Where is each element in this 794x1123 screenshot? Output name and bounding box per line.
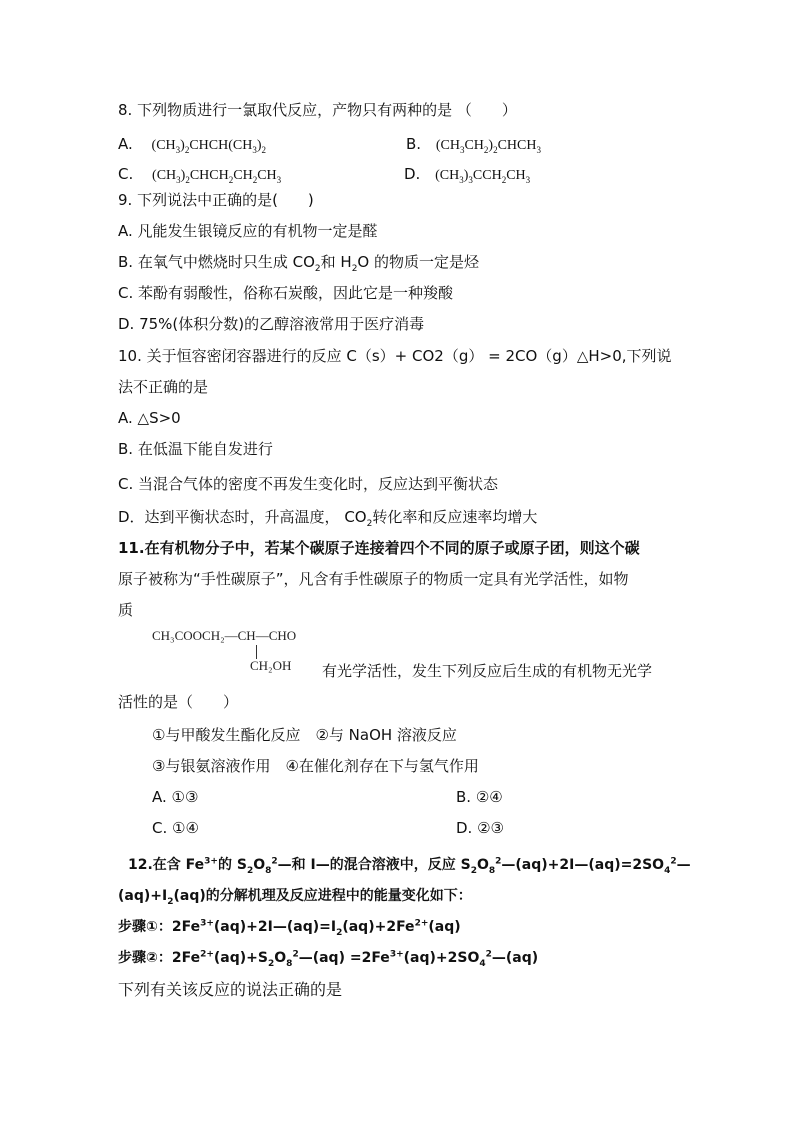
q12-line1-a: 12.在含 Fe <box>128 857 205 873</box>
q9-option-d: D. 75%(体积分数)的乙醇溶液常用于医疗消毒 <box>118 315 425 333</box>
q8-option-a-letter: A. <box>118 135 133 153</box>
q12-line2-b: (aq)的分解机理及反应进程中的能量变化如下： <box>173 888 472 904</box>
q8-option-b-letter: B. <box>406 135 422 153</box>
q11-line2: 原子被称为“手性碳原子”，凡含有手性碳原子的物质一定具有光学活性，如物 <box>118 570 629 588</box>
q10-stem-line1: 10. 关于恒容密闭容器进行的反应 C（s）+ CO2（g） = 2CO（g）△H>0,下列说 <box>118 347 672 365</box>
q12-line1-d: —和 I—的混合溶液中，反应 S <box>277 857 471 873</box>
q12-step2-sup-charge: 2 <box>292 949 299 960</box>
q12-step2-sub-s2: 2 <box>268 958 275 969</box>
q11-option-a: A. ①③ <box>152 788 199 806</box>
q12-step1-b: (aq)+2I—(aq)=I <box>213 919 337 935</box>
q10-option-d: D．达到平衡状态时，升高温度， $CO_2$转化率和反应速率均增大 <box>118 508 538 529</box>
q10-option-c: C. 当混合气体的密度不再发生变化时，反应达到平衡状态 <box>118 475 499 493</box>
q9-option-b-pre: B. 在氧气中燃烧时只生成 CO <box>118 253 315 271</box>
q12-step2-a: 步骤②：2Fe <box>118 950 201 966</box>
q11-option-c: C. ①④ <box>152 819 199 837</box>
q11-option-b: B. ②④ <box>456 788 503 806</box>
q12-step2-c: O <box>274 950 287 966</box>
q8-option-b-formula: $(CH_3CH_2)_2CHCH_3$ <box>435 138 541 155</box>
q12-sub-s2b: 2 <box>470 865 477 876</box>
q12-step2-sub-o8: 8 <box>286 958 293 969</box>
q12-step1-a: 步骤①：2Fe <box>118 919 201 935</box>
q12-sub-o8: 8 <box>265 865 272 876</box>
q11-choices-line2: ③与银氨溶液作用 ④在催化剂存在下与氢气作用 <box>152 757 479 775</box>
q12-sup-fe3: 3+ <box>204 856 218 867</box>
q11-line5: 活性的是（ ） <box>118 693 239 711</box>
q9-option-c: C. 苯酚有弱酸性，俗称石炭酸，因此它是一种羧酸 <box>118 284 454 302</box>
q9-option-b: B. 在氧气中燃烧时只生成 $CO_2$和 $H_2O$ 的物质一定是烃 <box>118 253 479 274</box>
q10-stem-line2: 法不正确的是 <box>118 378 209 396</box>
q12-sub-o8b: 8 <box>488 865 496 876</box>
q12-step2-sup-fe2: 2+ <box>200 949 214 960</box>
q12-step2 <box>118 948 538 968</box>
q12-line1-c: O <box>253 857 266 873</box>
q12-line2 <box>118 886 472 906</box>
structural-formula-bond <box>256 645 257 659</box>
q12-step1-sup-fe3: 3+ <box>200 918 214 929</box>
q10-option-d-post: 转化率和反应速率均增大 <box>372 508 538 526</box>
q8-option-a-formula: $(CH_3)_2CHCH(CH_3)_2$ <box>151 138 267 155</box>
q8-option-d <box>404 164 530 186</box>
q12-line2-a: (aq)+I <box>118 888 168 904</box>
q9-option-b-mid: 和 H <box>320 253 352 271</box>
q12-line1-b: 的 S <box>217 857 247 873</box>
q10-option-b: B. 在低温下能自发进行 <box>118 440 273 458</box>
q8-option-a <box>118 134 266 156</box>
q8-stem: 8. 下列物质进行一氯取代反应，产物只有两种的是 （ ） <box>118 101 517 119</box>
q8-option-c-formula: $(CH_3)_2CHCH_2CH_2CH_3$ <box>152 168 282 185</box>
q12-sub-i2: 2 <box>167 896 174 907</box>
q12-step2-f: —(aq) <box>491 950 539 966</box>
q11-choices-line1: ①与甲酸发生酯化反应 ②与 NaOH 溶液反应 <box>152 726 457 744</box>
q11-line1: 11.在有机物分子中，若某个碳原子连接着四个不同的原子或原子团，则这个碳 <box>118 539 640 557</box>
q12-step1-sub-i2: 2 <box>336 927 343 938</box>
structural-formula-main-chain: CH₃COOCH₂—CH—CHO <box>152 628 297 643</box>
q12-sup-charge: 2 <box>271 856 278 867</box>
q12-last-line: 下列有关该反应的说法正确的是 <box>118 980 343 999</box>
q8-option-d-letter: D. <box>404 165 421 183</box>
q12-step1-c: (aq)+2Fe <box>342 919 415 935</box>
q12-line1-f: —(aq)+2I—(aq)=2SO <box>501 857 665 873</box>
q12-sub-o4: 4 <box>664 865 671 876</box>
q9-option-b-post: O 的物质一定是烃 <box>357 253 479 271</box>
q11-option-d: D. ②③ <box>456 819 504 837</box>
q12-line1-g: — <box>676 857 691 873</box>
q8-option-b <box>406 134 541 156</box>
q12-line1 <box>128 855 691 875</box>
q12-step2-e: (aq)+2SO <box>403 950 480 966</box>
q12-step1 <box>118 917 461 937</box>
structural-formula-branch: CH₂OH <box>250 658 292 673</box>
q12-step2-sup-charge-b: 2 <box>485 949 492 960</box>
q12-step1-d: (aq) <box>428 919 461 935</box>
q10-option-a: A. △S>0 <box>118 409 181 427</box>
q12-sup-charge-b: 2 <box>495 856 502 867</box>
q12-line1-e: O <box>476 857 489 873</box>
q12-step2-sub-o4: 4 <box>479 958 486 969</box>
q9-option-a: A. 凡能发生银镜反应的有机物一定是醛 <box>118 222 378 240</box>
q11-after-structure: 有光学活性，发生下列反应后生成的有机物无光学 <box>322 662 653 680</box>
q11-line3: 质 <box>118 601 134 619</box>
q8-option-c-letter: C. <box>118 165 134 183</box>
q8-option-c <box>118 164 281 186</box>
q12-step2-d: —(aq) =2Fe <box>298 950 390 966</box>
q10-option-d-pre: D．达到平衡状态时，升高温度， CO <box>118 508 367 526</box>
q9-stem: 9. 下列说法中正确的是( ) <box>118 191 314 209</box>
structural-formula <box>152 628 332 676</box>
q12-step2-b: (aq)+S <box>213 950 268 966</box>
q12-step1-sup-fe2: 2+ <box>414 918 429 929</box>
q12-sub-s2: 2 <box>246 865 254 876</box>
q12-sup-charge-c: 2 <box>670 856 677 867</box>
q8-option-d-formula: $(CH_3)_3CCH_2CH_3$ <box>435 168 531 185</box>
q12-step2-sup-fe3: 3+ <box>389 949 404 960</box>
